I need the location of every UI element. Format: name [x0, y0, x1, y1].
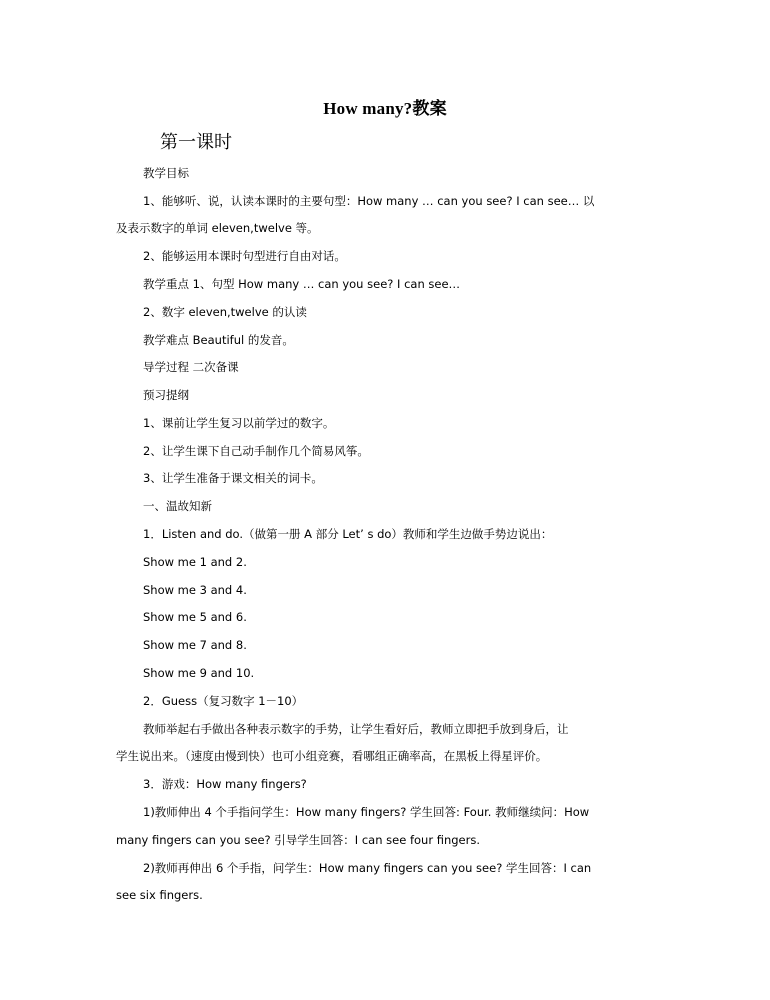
paragraph-line: 2、数字 eleven,twelve 的认读	[143, 305, 307, 319]
paragraph-line: 教学重点 1、句型 How many … can you see? I can see…	[143, 277, 461, 291]
paragraph-line: 1、能够听、说，认读本课时的主要句型：How many … can you see? I can see… 以	[143, 194, 595, 208]
paragraph-line: Show me 7 and 8.	[143, 638, 247, 652]
paragraph-line: 教学目标	[143, 166, 189, 180]
paragraph-line: 教学难点 Beautiful 的发音。	[143, 333, 294, 347]
paragraph-line: 预习提纲	[143, 388, 189, 402]
paragraph-line: many fingers can you see? 引导学生回答：I can see four fingers.	[116, 833, 480, 847]
paragraph-line: 1)教师伸出 4 个手指问学生：How many fingers? 学生回答: Four. 教师继续问：How	[143, 805, 590, 819]
paragraph-line: Show me 5 and 6.	[143, 610, 247, 624]
paragraph-line: 一、温故知新	[143, 499, 212, 513]
paragraph-line: Show me 1 and 2.	[143, 555, 247, 569]
document-title: How many?教案	[323, 99, 447, 118]
paragraph-line: 导学过程 二次备课	[143, 360, 239, 374]
paragraph-line: 2)教师再伸出 6 个手指，问学生：How many fingers can you see? 学生回答：I can	[143, 861, 592, 875]
paragraph-line: 1．Listen and do.（做第一册 A 部分 Let’ s do）教师和学生边做手势边说出：	[143, 527, 553, 541]
paragraph-line: Show me 3 and 4.	[143, 583, 247, 597]
paragraph-line: 及表示数字的单词 eleven,twelve 等。	[116, 221, 319, 235]
paragraph-line: 学生说出来。（速度由慢到快）也可小组竞赛，看哪组正确率高，在黑板上得星评价。	[116, 749, 548, 763]
paragraph-line: 2、能够运用本课时句型进行自由对话。	[143, 249, 346, 263]
paragraph-line: Show me 9 and 10.	[143, 666, 255, 680]
paragraph-line: see six fingers.	[116, 888, 203, 902]
paragraph-line: 2．Guess（复习数字 1－10）	[143, 694, 304, 708]
section-heading: 第一课时	[160, 132, 232, 153]
paragraph-line: 教师举起右手做出各种表示数字的手势，让学生看好后，教师立即把手放到身后，让	[143, 722, 569, 736]
paragraph-line: 3．游戏：How many fingers?	[143, 777, 307, 791]
paragraph-line: 3、让学生准备于课文相关的词卡。	[143, 471, 323, 485]
paragraph-line: 2、让学生课下自己动手制作几个简易风筝。	[143, 444, 369, 458]
paragraph-line: 1、课前让学生复习以前学过的数字。	[143, 416, 335, 430]
